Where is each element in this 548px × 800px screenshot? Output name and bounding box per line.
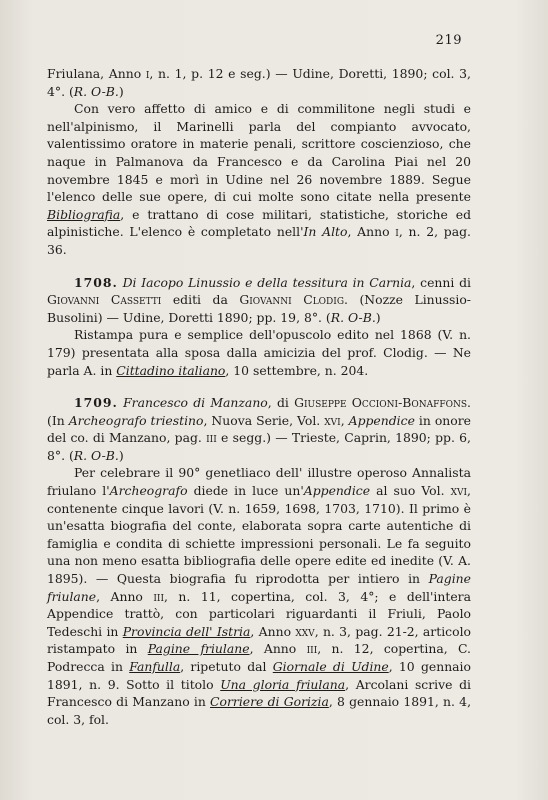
text-run: Per celebrare il 90° genetliaco dell' illustre operoso Annalista friulano l' bbox=[47, 465, 471, 499]
page-number: 219 bbox=[435, 33, 462, 48]
entry-1708 bbox=[47, 274, 471, 380]
text-run: , 8 gennaio 1891, n. 4, col. 3, fol. bbox=[47, 694, 472, 727]
entry-1709 bbox=[47, 394, 471, 728]
text-run: editi da bbox=[161, 292, 240, 308]
text-run: ) bbox=[375, 309, 381, 325]
title-ref: Una gloria friulana bbox=[220, 676, 346, 692]
text-run: , ripetuto dal bbox=[180, 659, 273, 674]
roman-numeral: xxv bbox=[295, 623, 315, 639]
text-run: , Anno bbox=[347, 224, 396, 240]
intro-citation-line bbox=[47, 65, 471, 100]
text-run: in onore del co. di Manzano, pag. bbox=[47, 412, 471, 446]
text-run: , n. 2, pag. 36. bbox=[47, 224, 471, 257]
text-run: , Anno bbox=[250, 623, 296, 639]
text-run: ) bbox=[118, 83, 124, 99]
text-run: , 10 gennaio 1891, n. 9. Sotto il titolo bbox=[47, 659, 471, 692]
text-run: e segg.) — Trieste, Caprin, 1890; pp. 6, 8°. ( bbox=[47, 430, 471, 463]
entry-description bbox=[47, 326, 471, 379]
title-ref: Appendice bbox=[303, 483, 371, 499]
roman-numeral: iii bbox=[153, 588, 165, 604]
entry-heading bbox=[47, 394, 471, 464]
text-run: Ristampa pura e semplice dell'opuscolo edito nel 1868 (V. n. 179) presentata alla sposa dalla amicizia del prof. Clodig. — Ne parla A. in bbox=[47, 327, 471, 378]
roman-numeral: i bbox=[395, 224, 399, 240]
text-run: , di bbox=[267, 395, 295, 411]
signature-abbrev: R. O-B. bbox=[73, 447, 119, 463]
title-ref: Appendice bbox=[348, 412, 415, 428]
text-run: diede in luce un' bbox=[187, 483, 304, 499]
text-run: , cenni di bbox=[411, 274, 471, 290]
title-ref: Giornale di Udine bbox=[272, 659, 389, 674]
title-ref: Pagine friulane bbox=[147, 641, 250, 657]
signature-abbrev: R. O-B. bbox=[73, 83, 119, 99]
author-name: Giovanni Cassetti bbox=[47, 292, 162, 308]
title-ref: Corriere di Gorizia bbox=[210, 694, 329, 710]
text-run: ) bbox=[118, 447, 124, 463]
title-ref: In Alto bbox=[303, 224, 348, 240]
roman-numeral: xvi bbox=[324, 412, 341, 428]
roman-numeral: iii bbox=[206, 430, 217, 446]
text-run: , n. 1, p. 12 e seg.) — Udine, Doretti, 1890; col. 3, 4°. ( bbox=[47, 66, 471, 99]
roman-numeral: iii bbox=[306, 641, 318, 657]
text-run: , Arcolani scrive di Francesco di Manzano in bbox=[47, 676, 472, 710]
text-run: , Anno bbox=[249, 641, 307, 657]
entry-number: 1709. bbox=[74, 395, 118, 411]
entry-heading bbox=[47, 274, 471, 327]
signature-abbrev: R. O-B. bbox=[330, 309, 376, 325]
roman-numeral: xvi bbox=[450, 483, 468, 499]
entry-number: 1708. bbox=[74, 274, 118, 290]
title-ref: Provincia dell' Istria bbox=[122, 623, 251, 639]
author-name: Giuseppe Occioni-Bonaffons bbox=[294, 395, 468, 411]
text-run: . (In bbox=[47, 395, 471, 428]
editor-name: Giovanni Clodig bbox=[239, 292, 345, 308]
text-run: , n. 3, pag. 21-2, articolo ristampato in bbox=[47, 623, 471, 657]
page-body bbox=[47, 65, 471, 728]
text-run: , n. 11, copertina, col. 3, 4°; e dell'intera Appendice trattò, con particolari riguardanti il Friuli, Paolo Tedeschi in bbox=[47, 588, 471, 639]
text-run: , 10 settembre, n. 204. bbox=[225, 362, 369, 378]
entry-description bbox=[47, 464, 471, 728]
text-run: , bbox=[340, 412, 349, 428]
title-ref: Bibliografia bbox=[47, 206, 121, 222]
entry-title: Di Iacopo Linussio e della tessitura in Carnia bbox=[122, 274, 412, 290]
text-run: , Nuova Serie, Vol. bbox=[203, 412, 325, 428]
intro-paragraph bbox=[47, 100, 471, 258]
title-ref: Archeografo bbox=[109, 483, 188, 499]
text-run: Con vero affetto di amico e di commilitone negli studi e nell'alpinismo, il Marinelli parla del compianto avvocato, valentissimo oratore in materie penali, scrittore coscienzioso, che naque in Palmanova da Francesco e da Carolina Piai nel 20 novembre 1845 e morì in Udine nel 26 novembre 1889. Segue l'elenco delle sue opere, di cui molte sono citate nella presente bbox=[47, 101, 471, 205]
text-run: . (Nozze Linussio-Busolini) — Udine, Doretti 1890; pp. 19, 8°. ( bbox=[47, 292, 471, 325]
roman-numeral: i bbox=[145, 66, 150, 81]
title-ref: Cittadino italiano bbox=[116, 362, 226, 378]
text-run: , contenente cinque lavori (V. n. 1659, 1698, 1703, 1710). Il primo è un'esatta biografia del conte, elaborata sopra carte autentiche di famiglia e condita di schiette impressioni personali. Le fa seguito una non meno esatta bibliografia delle opere edite ed inedite (V. A. 1895). — Questa biografia fu riprodotta per intiero in bbox=[47, 483, 471, 587]
text-run: , n. 12, copertina, C. Podrecca in bbox=[47, 641, 471, 674]
text-run: , e trattano di cose militari, statistiche, storiche ed alpinistiche. L'elenco è completato nell' bbox=[47, 206, 471, 240]
text-run: al suo Vol. bbox=[370, 483, 451, 499]
entry-title: Francesco di Manzano bbox=[123, 395, 268, 411]
text-run: Friulana, Anno bbox=[47, 66, 146, 81]
journal-title: Archeografo triestino bbox=[68, 412, 204, 428]
title-ref: Fanfulla bbox=[129, 659, 181, 674]
title-ref: Pagine friulane bbox=[47, 571, 471, 604]
text-run: , Anno bbox=[96, 588, 154, 604]
